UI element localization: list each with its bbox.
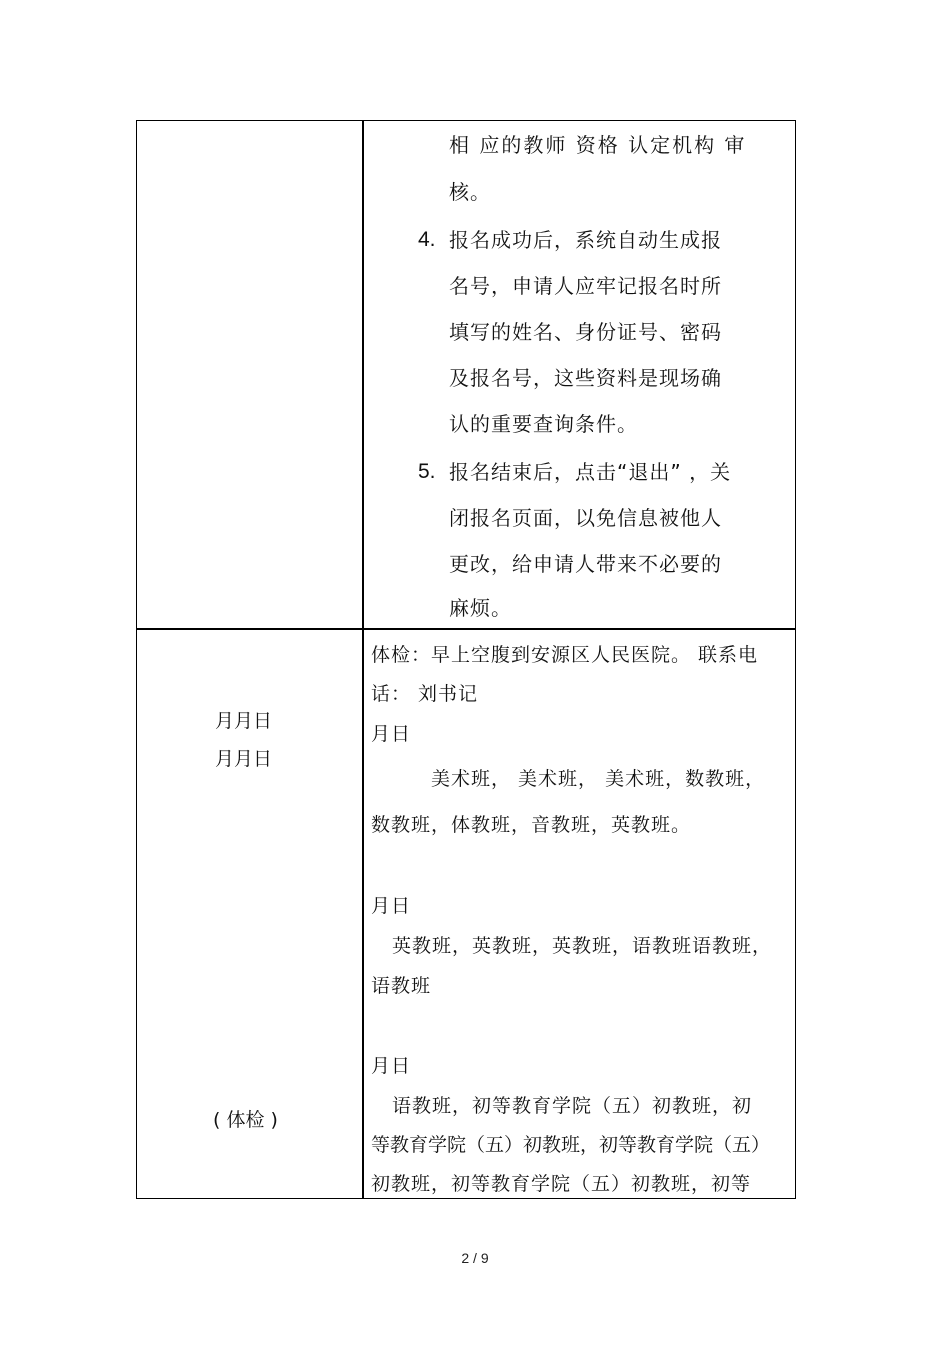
date-a: 月日 <box>371 723 412 745</box>
step5-line3: 更改，给申请人带来不必要的 <box>449 552 722 576</box>
step4-line2: 名号，申请人应牢记报名时所 <box>449 274 722 298</box>
group-c-line3: 初教班，初等教育学院（五）初教班，初等 <box>371 1173 752 1195</box>
step4-number: 4. <box>418 228 436 251</box>
exam-intro-line2: 话： 刘书记 <box>371 683 479 705</box>
step3-continued-line2: 核。 <box>449 180 491 204</box>
group-c-line1: 语教班，初等教育学院（五）初教班，初 <box>392 1095 753 1117</box>
column-divider <box>362 121 364 1198</box>
date-label-2: 月月日 <box>215 748 273 770</box>
step5-line1: 报名结束后，点击“退出” ，关 <box>449 460 732 484</box>
step5-number: 5. <box>418 460 436 483</box>
date-label-1: 月月日 <box>215 710 273 732</box>
group-a-line1: 美术班， 美术班， 美术班，数教班， <box>431 768 766 790</box>
step5-line2: 闭报名页面，以免信息被他人 <box>449 506 722 530</box>
step3-continued-line1: 相 应的教师 资格 认定机构 审 <box>449 133 747 157</box>
physical-exam-label: ( 体检 ) <box>213 1109 278 1131</box>
group-b-line2: 语教班 <box>371 975 432 997</box>
group-a-line2: 数教班，体教班，音教班，英教班。 <box>371 814 692 836</box>
exam-intro-line1: 体检：早上空腹到安源区人民医院。 联系电 <box>371 644 759 666</box>
step4-line5: 认的重要查询条件。 <box>449 412 638 436</box>
date-b: 月日 <box>371 895 412 917</box>
group-c-line2: 等教育学院（五）初教班，初等教育学院（五） <box>371 1134 771 1156</box>
row-divider <box>137 628 795 630</box>
page-number: 2 / 9 <box>461 1250 489 1266</box>
group-b-line1: 英教班，英教班，英教班，语教班语教班， <box>392 935 773 957</box>
step4-line1: 报名成功后，系统自动生成报 <box>449 228 722 252</box>
step5-line4: 麻烦。 <box>449 596 512 620</box>
step4-line4: 及报名号，这些资料是现场确 <box>449 366 722 390</box>
date-c: 月日 <box>371 1055 412 1077</box>
step4-line3: 填写的姓名、身份证号、密码 <box>449 320 722 344</box>
